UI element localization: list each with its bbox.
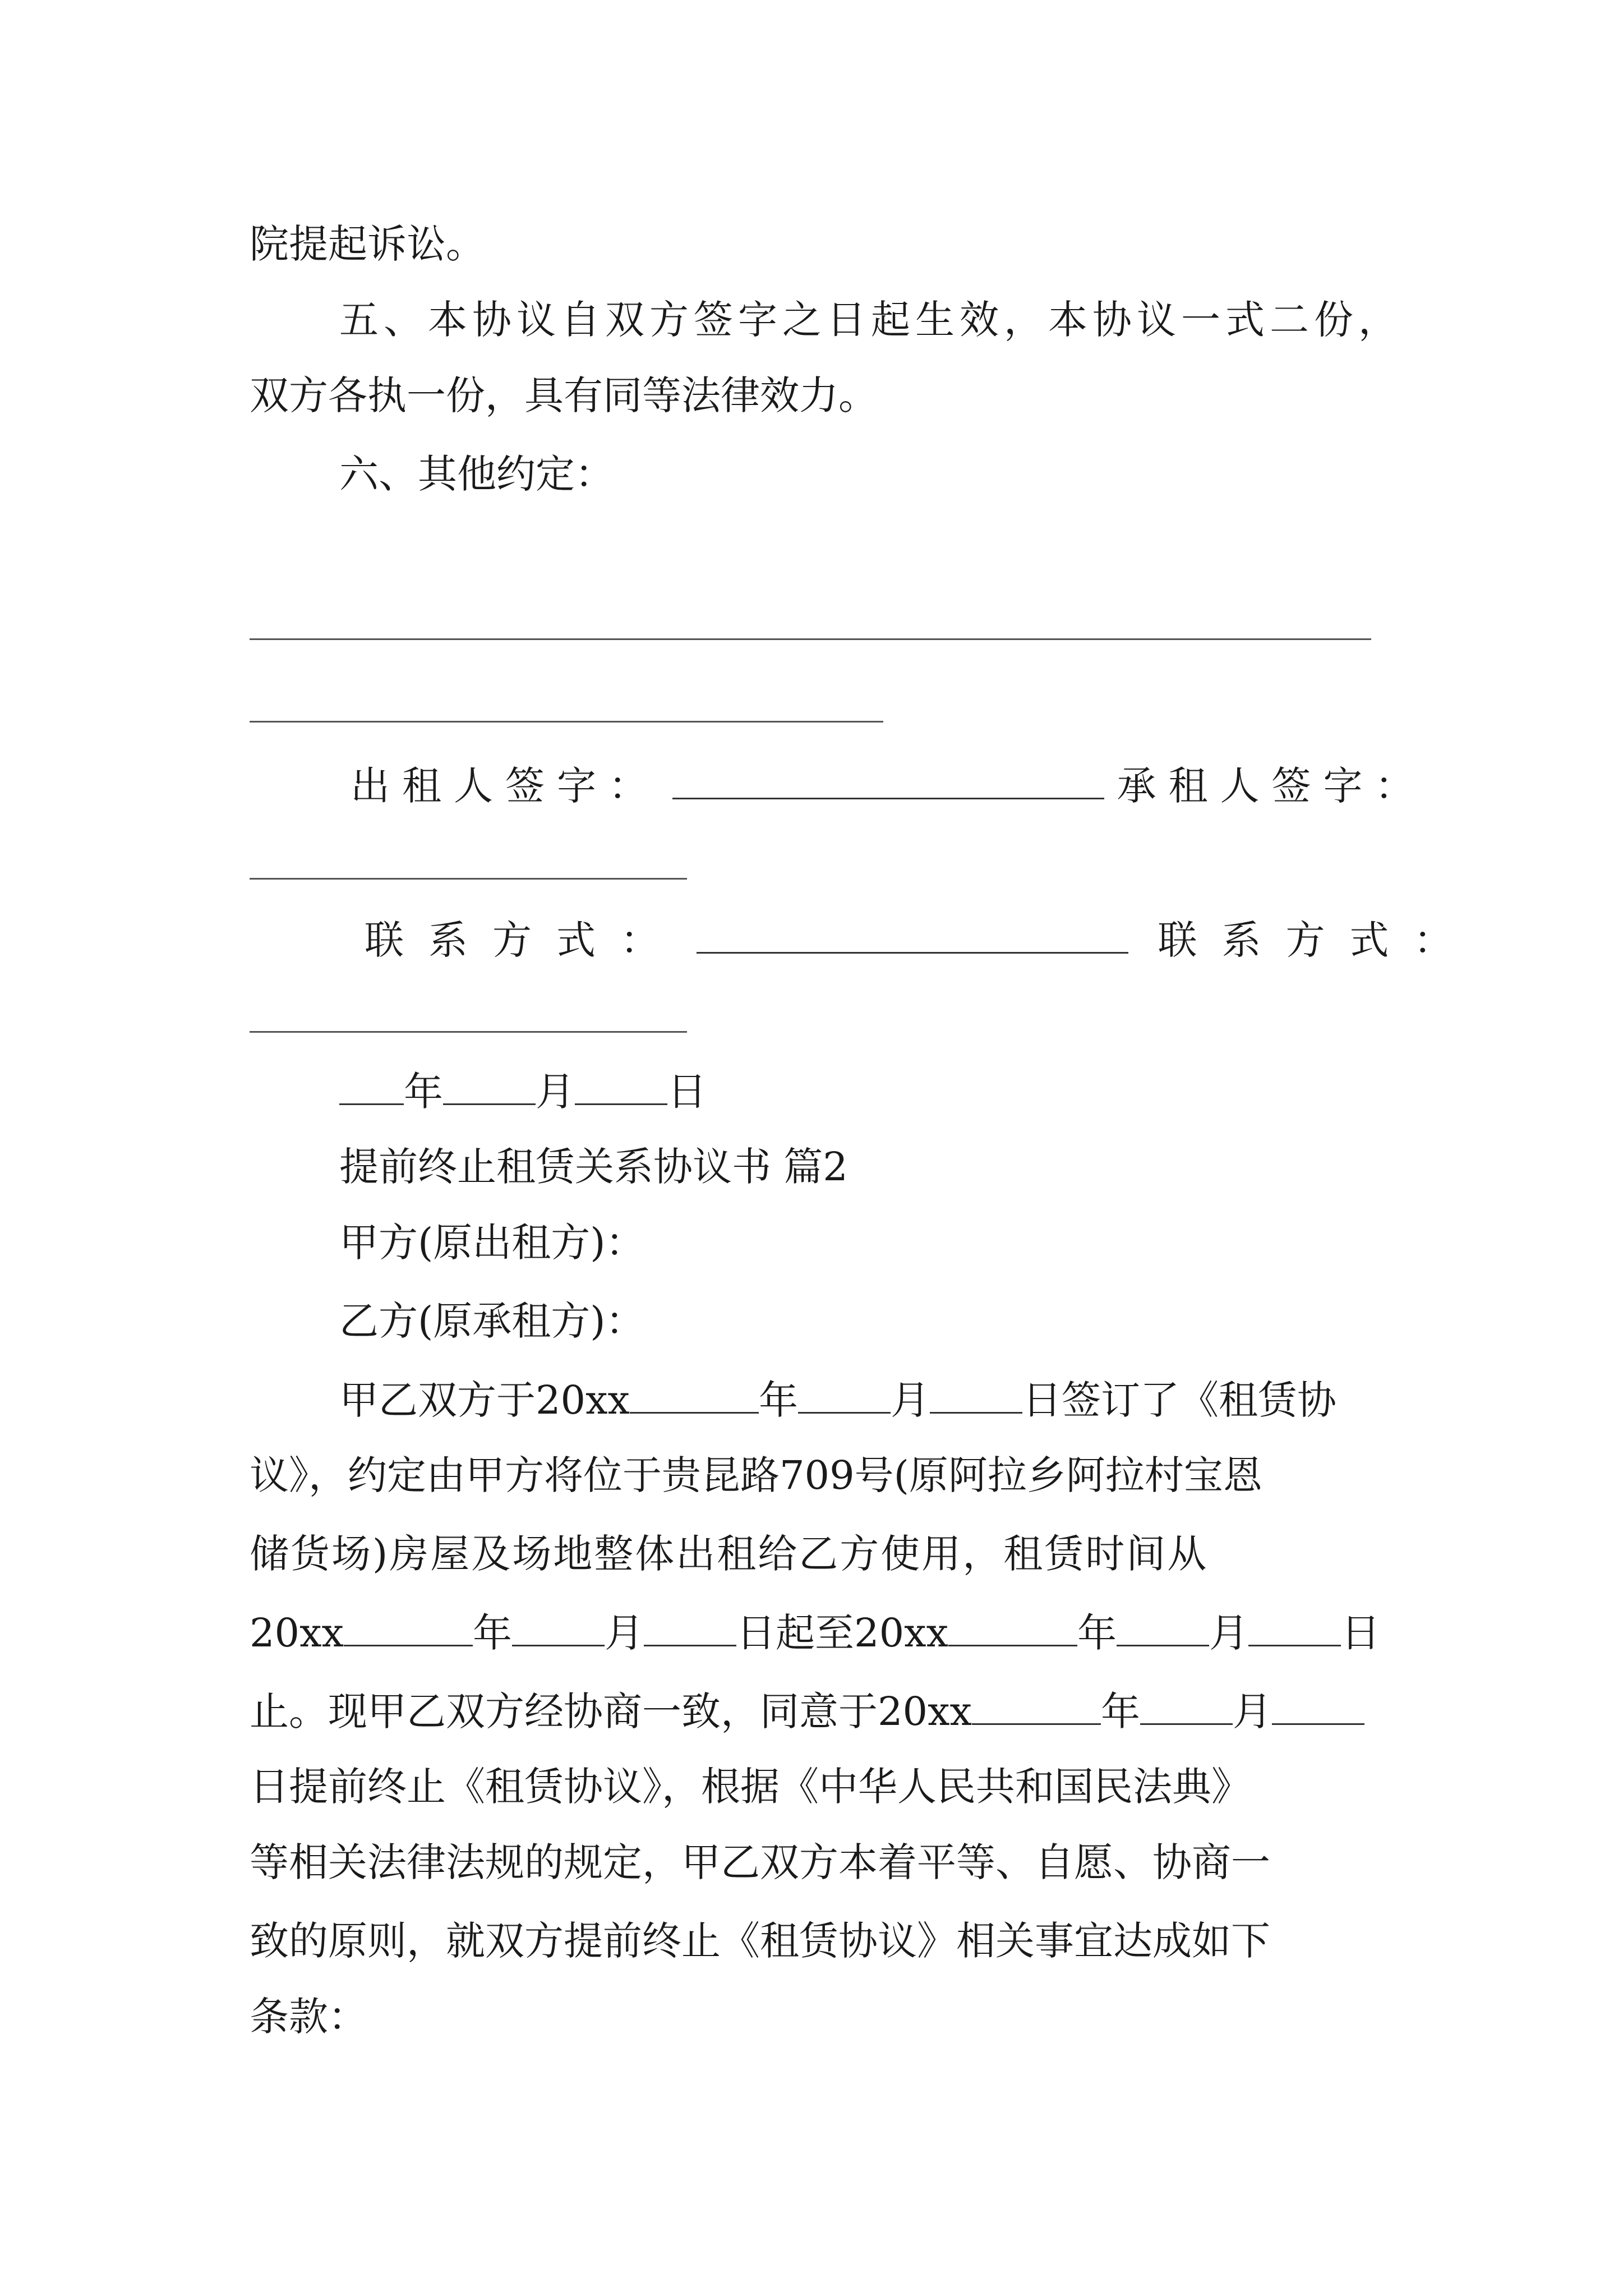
text-span: 五、本协议自双方签字之日起生效，本协议一式二份， xyxy=(339,297,1403,343)
fill-blank xyxy=(644,1610,736,1646)
text-span: 月 xyxy=(1209,1610,1249,1656)
text-span: 月 xyxy=(605,1610,644,1656)
text-line xyxy=(250,221,485,267)
text-span: 等相关法律法规的规定，甲乙双方本着平等、自愿、协商一 xyxy=(250,1839,1270,1885)
fill-blank xyxy=(344,1610,473,1646)
fill-blank xyxy=(512,1610,605,1646)
text-span: 储货场)房屋及场地整体出租给乙方使用，租赁时间从 xyxy=(250,1531,1209,1577)
text-span: 年 xyxy=(1077,1610,1117,1656)
text-span: 议》，约定由甲方将位于贵昆路709号(原阿拉乡阿拉村宝恩 xyxy=(250,1452,1262,1498)
fill-blank xyxy=(1117,1610,1209,1646)
fill-blank xyxy=(1248,1610,1341,1646)
fill-blank xyxy=(948,1610,1077,1646)
text-span: 甲乙双方于20xx xyxy=(339,1377,630,1423)
paragraph-line-2 xyxy=(250,1452,1262,1498)
blank-rule xyxy=(250,638,1371,640)
text-span: 乙方(原承租方)： xyxy=(339,1298,645,1344)
month-blank xyxy=(443,1069,536,1105)
text-span: 双方各执一份，具有同等法律效力。 xyxy=(250,372,878,418)
lessor-signature-blank xyxy=(672,763,1104,799)
text-span: 年 xyxy=(1101,1688,1141,1734)
text-span: 致的原则，就双方提前终止《租赁协议》相关事宜达成如下 xyxy=(250,1918,1270,1964)
text-span: 六、其他约定： xyxy=(339,451,614,497)
lessee-contact-label: 联系方式： xyxy=(1158,917,1478,963)
year-label: 年 xyxy=(404,1069,443,1115)
text-span: 月 xyxy=(891,1377,930,1423)
paragraph-line-8 xyxy=(250,1918,1270,1964)
clause-five xyxy=(339,297,1403,343)
text-span: 甲方(原出租方)： xyxy=(339,1220,645,1266)
lessor-contact-label: 联系方式： xyxy=(365,917,684,963)
paragraph-line-4 xyxy=(250,1610,1381,1656)
text-span: 日签订了《租赁协 xyxy=(1022,1377,1337,1423)
month-label: 月 xyxy=(536,1069,575,1115)
clause-six xyxy=(339,451,614,497)
text-span: 日提前终止《租赁协议》，根据《中华人民共和国民法典》 xyxy=(250,1764,1251,1810)
signature-row xyxy=(351,763,1427,809)
lessee-signature-blank xyxy=(250,878,687,880)
paragraph-line-9 xyxy=(250,1994,367,2040)
day-label: 日 xyxy=(667,1069,707,1115)
lessee-signature-label: 承租人签字： xyxy=(1117,763,1427,809)
fill-blank xyxy=(798,1377,891,1414)
day-blank xyxy=(575,1069,667,1105)
lessor-contact-blank xyxy=(697,917,1128,954)
contact-row xyxy=(365,917,1478,963)
year-blank xyxy=(339,1069,404,1105)
party-a xyxy=(339,1220,645,1266)
section-heading xyxy=(339,1144,848,1190)
party-b xyxy=(339,1298,645,1344)
text-span: 月 xyxy=(1233,1688,1272,1734)
fill-blank xyxy=(630,1377,759,1414)
paragraph-line-3 xyxy=(250,1531,1209,1577)
paragraph-line-7 xyxy=(250,1839,1270,1885)
text-span: 院提起诉讼。 xyxy=(250,221,485,267)
lessor-signature-label: 出租人签字： xyxy=(351,763,660,809)
blank-rule xyxy=(250,721,883,723)
lessee-contact-blank xyxy=(250,1031,687,1033)
fill-blank xyxy=(1272,1688,1364,1725)
text-line xyxy=(250,372,878,418)
paragraph-line-5 xyxy=(250,1688,1364,1734)
fill-blank xyxy=(930,1377,1022,1414)
text-span: 止。现甲乙双方经协商一致，同意于20xx xyxy=(250,1688,972,1734)
paragraph-line-6 xyxy=(250,1764,1251,1810)
text-span: 20xx xyxy=(250,1610,344,1656)
fill-blank xyxy=(1140,1688,1233,1725)
paragraph-line-1 xyxy=(339,1377,1337,1423)
date-line xyxy=(339,1069,707,1115)
text-span: 日起至20xx xyxy=(736,1610,949,1656)
text-span: 日 xyxy=(1341,1610,1381,1656)
text-span: 年 xyxy=(759,1377,799,1423)
text-span: 年 xyxy=(473,1610,513,1656)
fill-blank xyxy=(972,1688,1101,1725)
text-span: 提前终止租赁关系协议书 篇2 xyxy=(339,1144,848,1190)
text-span: 条款： xyxy=(250,1994,367,2040)
